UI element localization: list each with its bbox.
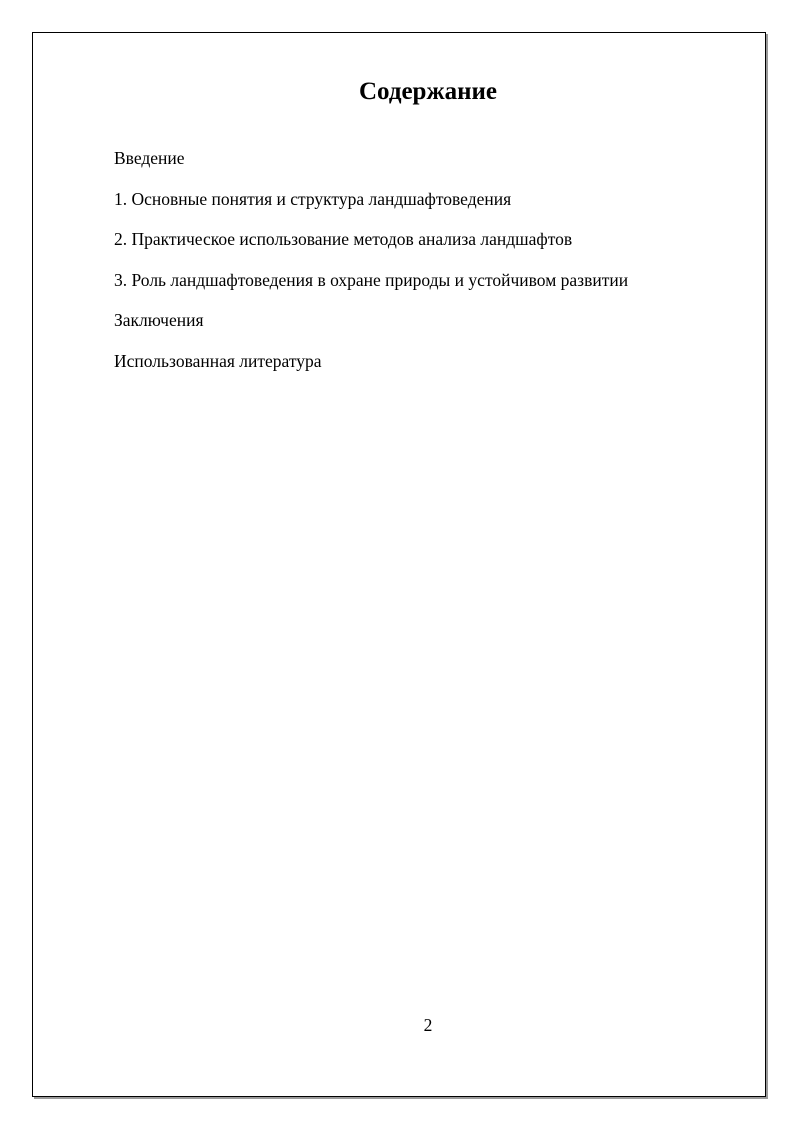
toc-item-chapter-3[interactable]: 3. Роль ландшафтоведения в охране природы и устойчивом развитии bbox=[114, 269, 629, 290]
toc-item-conclusion[interactable]: Заключения bbox=[114, 310, 204, 330]
page-title: Содержание bbox=[358, 78, 497, 105]
toc-item-chapter-1[interactable]: 1. Основные понятия и структура ландшафтоведения bbox=[114, 188, 512, 209]
toc-item-chapter-2[interactable]: 2. Практическое использование методов анализа ландшафтов bbox=[114, 229, 573, 249]
page-number: 2 bbox=[423, 1015, 433, 1035]
toc-item-introduction[interactable]: Введение bbox=[114, 148, 185, 168]
toc-item-references[interactable]: Использованная литература bbox=[114, 350, 322, 371]
table-of-contents bbox=[114, 145, 628, 388]
